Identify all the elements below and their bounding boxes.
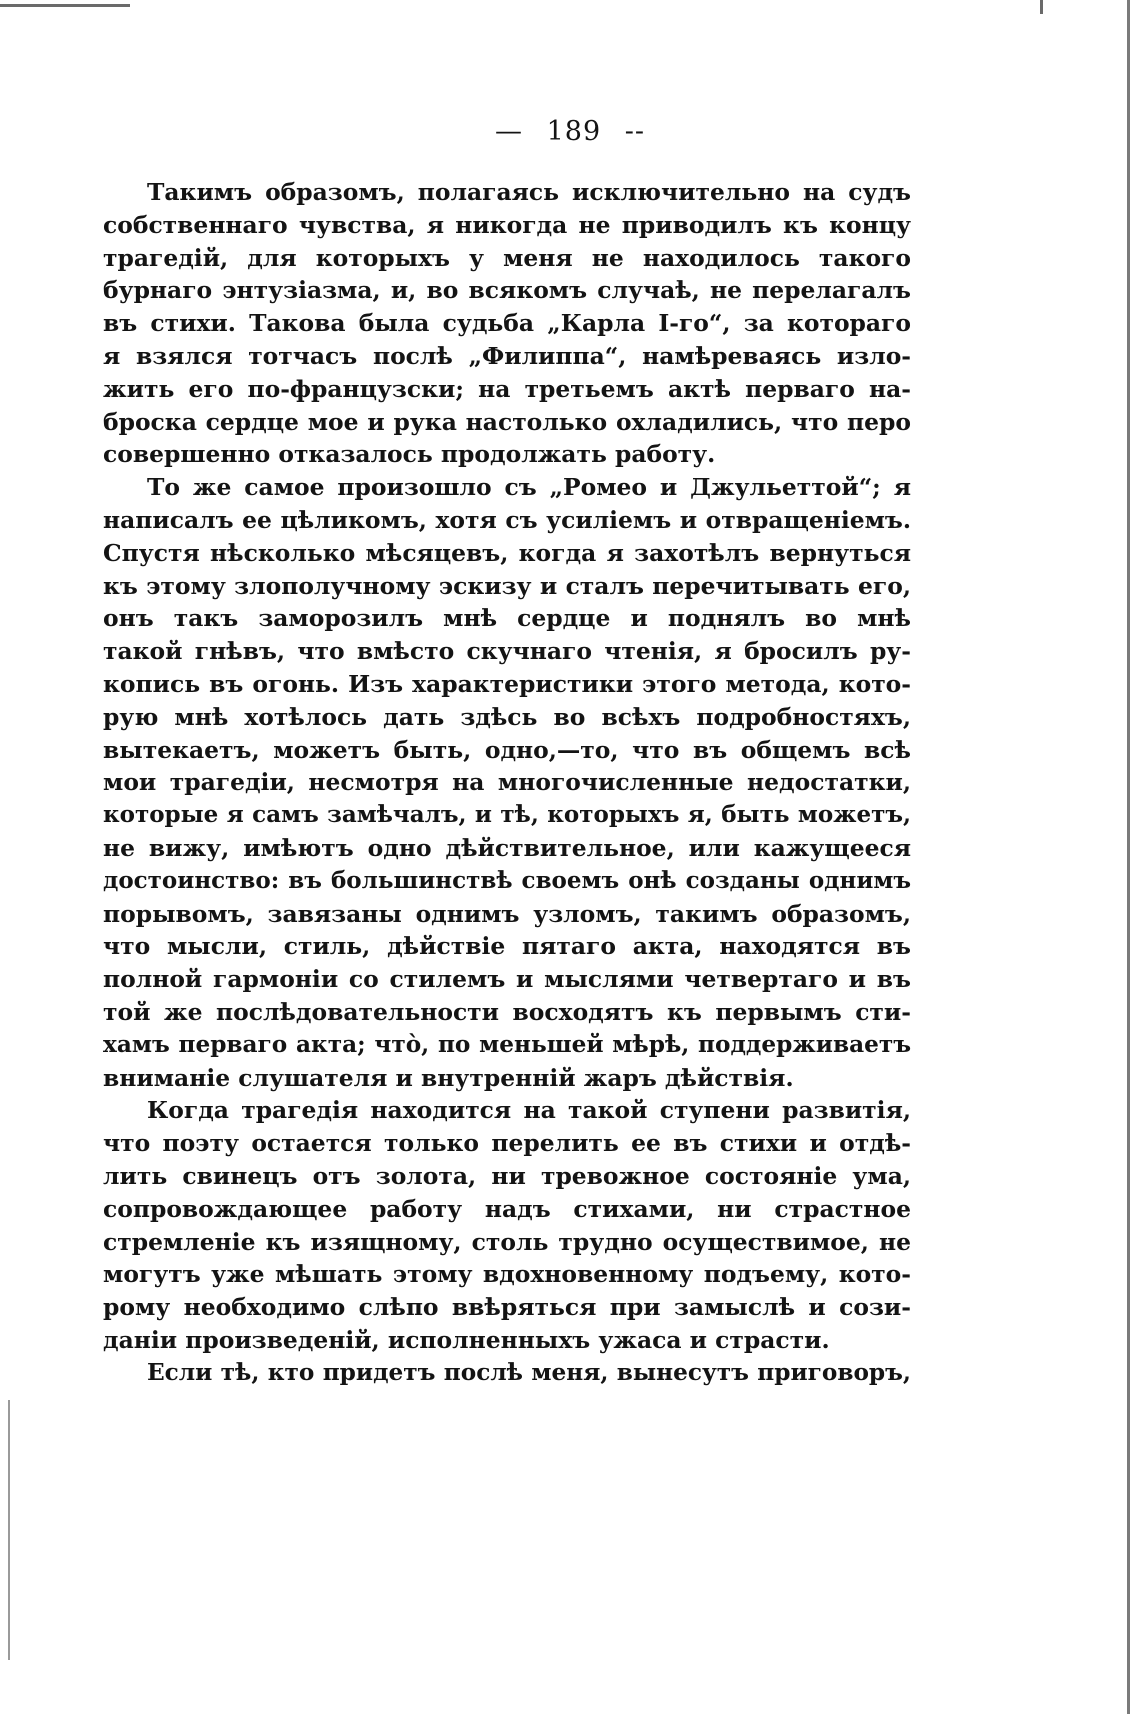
text-line: даніи произведеній, исполненныхъ ужаса и страсти.	[103, 1325, 830, 1354]
text-line: хамъ перваго акта; что̀, по меньшей мѣрѣ, поддерживаетъ	[103, 1030, 911, 1058]
text-line: вниманіе слушателя и внутренній жаръ дѣйствія.	[103, 1063, 794, 1092]
text-line: собственнаго чувства, я никогда не приводилъ къ концу	[103, 210, 911, 239]
text-line: лить свинецъ отъ золота, ни тревожное состояніе ума,	[103, 1161, 911, 1190]
text-line: рому необходимо слѣпо ввѣряться при замыслѣ и сози-	[103, 1293, 911, 1322]
body-text	[103, 176, 911, 1389]
text-line: которые я самъ замѣчалъ, и тѣ, которыхъ я, быть можетъ,	[103, 801, 911, 829]
text-line: той же послѣдовательности восходятъ къ первымъ сти-	[103, 997, 911, 1026]
text-line: достоинство: въ большинствѣ своемъ онѣ созданы однимъ	[103, 866, 911, 894]
text-line: копись въ огонь. Изъ характеристики этого метода, кото-	[103, 669, 911, 698]
text-line: рую мнѣ хотѣлось дать здѣсь во всѣхъ подробностяхъ,	[103, 702, 911, 731]
text-line: вытекаетъ, можетъ быть, одно,—то, что въ общемъ всѣ	[103, 735, 911, 764]
page-number	[0, 116, 1140, 147]
scan-edge-left	[8, 1400, 10, 1660]
page-number-dash-left: —	[495, 116, 523, 147]
text-line: написалъ ее цѣликомъ, хотя съ усиліемъ и отвращеніемъ.	[103, 505, 911, 534]
text-line: мои трагедіи, несмотря на многочисленные недостатки,	[103, 768, 911, 797]
text-line: онъ такъ заморозилъ мнѣ сердце и поднялъ во мнѣ	[103, 604, 911, 633]
text-line: Спустя нѣсколько мѣсяцевъ, когда я захотѣлъ вернуться	[103, 538, 911, 567]
text-line: стремленіе къ изящному, столь трудно осуществимое, не	[103, 1227, 911, 1256]
text-line: я взялся тотчасъ послѣ „Филиппа“, намѣреваясь изло-	[103, 341, 911, 370]
text-line: могутъ уже мѣшать этому вдохновенному подъему, кото-	[103, 1260, 911, 1289]
text-line: что поэту остается только перелить ее въ стихи и отдѣ-	[103, 1129, 911, 1158]
text-line: такой гнѣвъ, что вмѣсто скучнаго чтенія, я бросилъ ру-	[103, 637, 911, 666]
text-line: что мысли, стиль, дѣйствіе пятаго акта, находятся въ	[103, 932, 911, 961]
text-line: Когда трагедія находится на такой ступени развитія,	[147, 1096, 911, 1125]
text-line: жить его по-французски; на третьемъ актѣ перваго на-	[103, 374, 911, 403]
text-line: не вижу, имѣютъ одно дѣйствительное, или кажущееся	[103, 833, 911, 862]
text-line: порывомъ, завязаны однимъ узломъ, такимъ образомъ,	[103, 899, 911, 928]
page-number-value: 189	[546, 116, 602, 147]
text-line: трагедій, для которыхъ у меня не находилось такого	[103, 243, 911, 272]
text-line: Если тѣ, кто придетъ послѣ меня, вынесутъ приговоръ,	[147, 1358, 911, 1386]
page-number-dash-right: --	[624, 116, 645, 147]
text-line: броска сердце мое и рука настолько охладились, что перо	[103, 407, 911, 436]
text-line: совершенно отказалось продолжать работу.	[103, 440, 716, 469]
scan-edge-right	[1127, 0, 1130, 1714]
text-line: сопровождающее работу надъ стихами, ни страстное	[103, 1194, 911, 1223]
scan-edge-top	[0, 4, 130, 7]
text-line: къ этому злополучному эскизу и сталъ перечитывать его,	[103, 571, 911, 600]
scan-edge-top-mark	[1040, 0, 1043, 14]
text-line: въ стихи. Такова была судьба „Карла I-го“, за котораго	[103, 309, 911, 338]
text-line: Такимъ образомъ, полагаясь исключительно на судъ	[147, 178, 911, 206]
text-line: То же самое произошло съ „Ромео и Джульеттой“; я	[147, 473, 911, 502]
text-line: полной гармоніи со стилемъ и мыслями четвертаго и въ	[103, 965, 911, 994]
text-line: бурнаго энтузіазма, и, во всякомъ случаѣ, не перелагалъ	[103, 276, 911, 305]
